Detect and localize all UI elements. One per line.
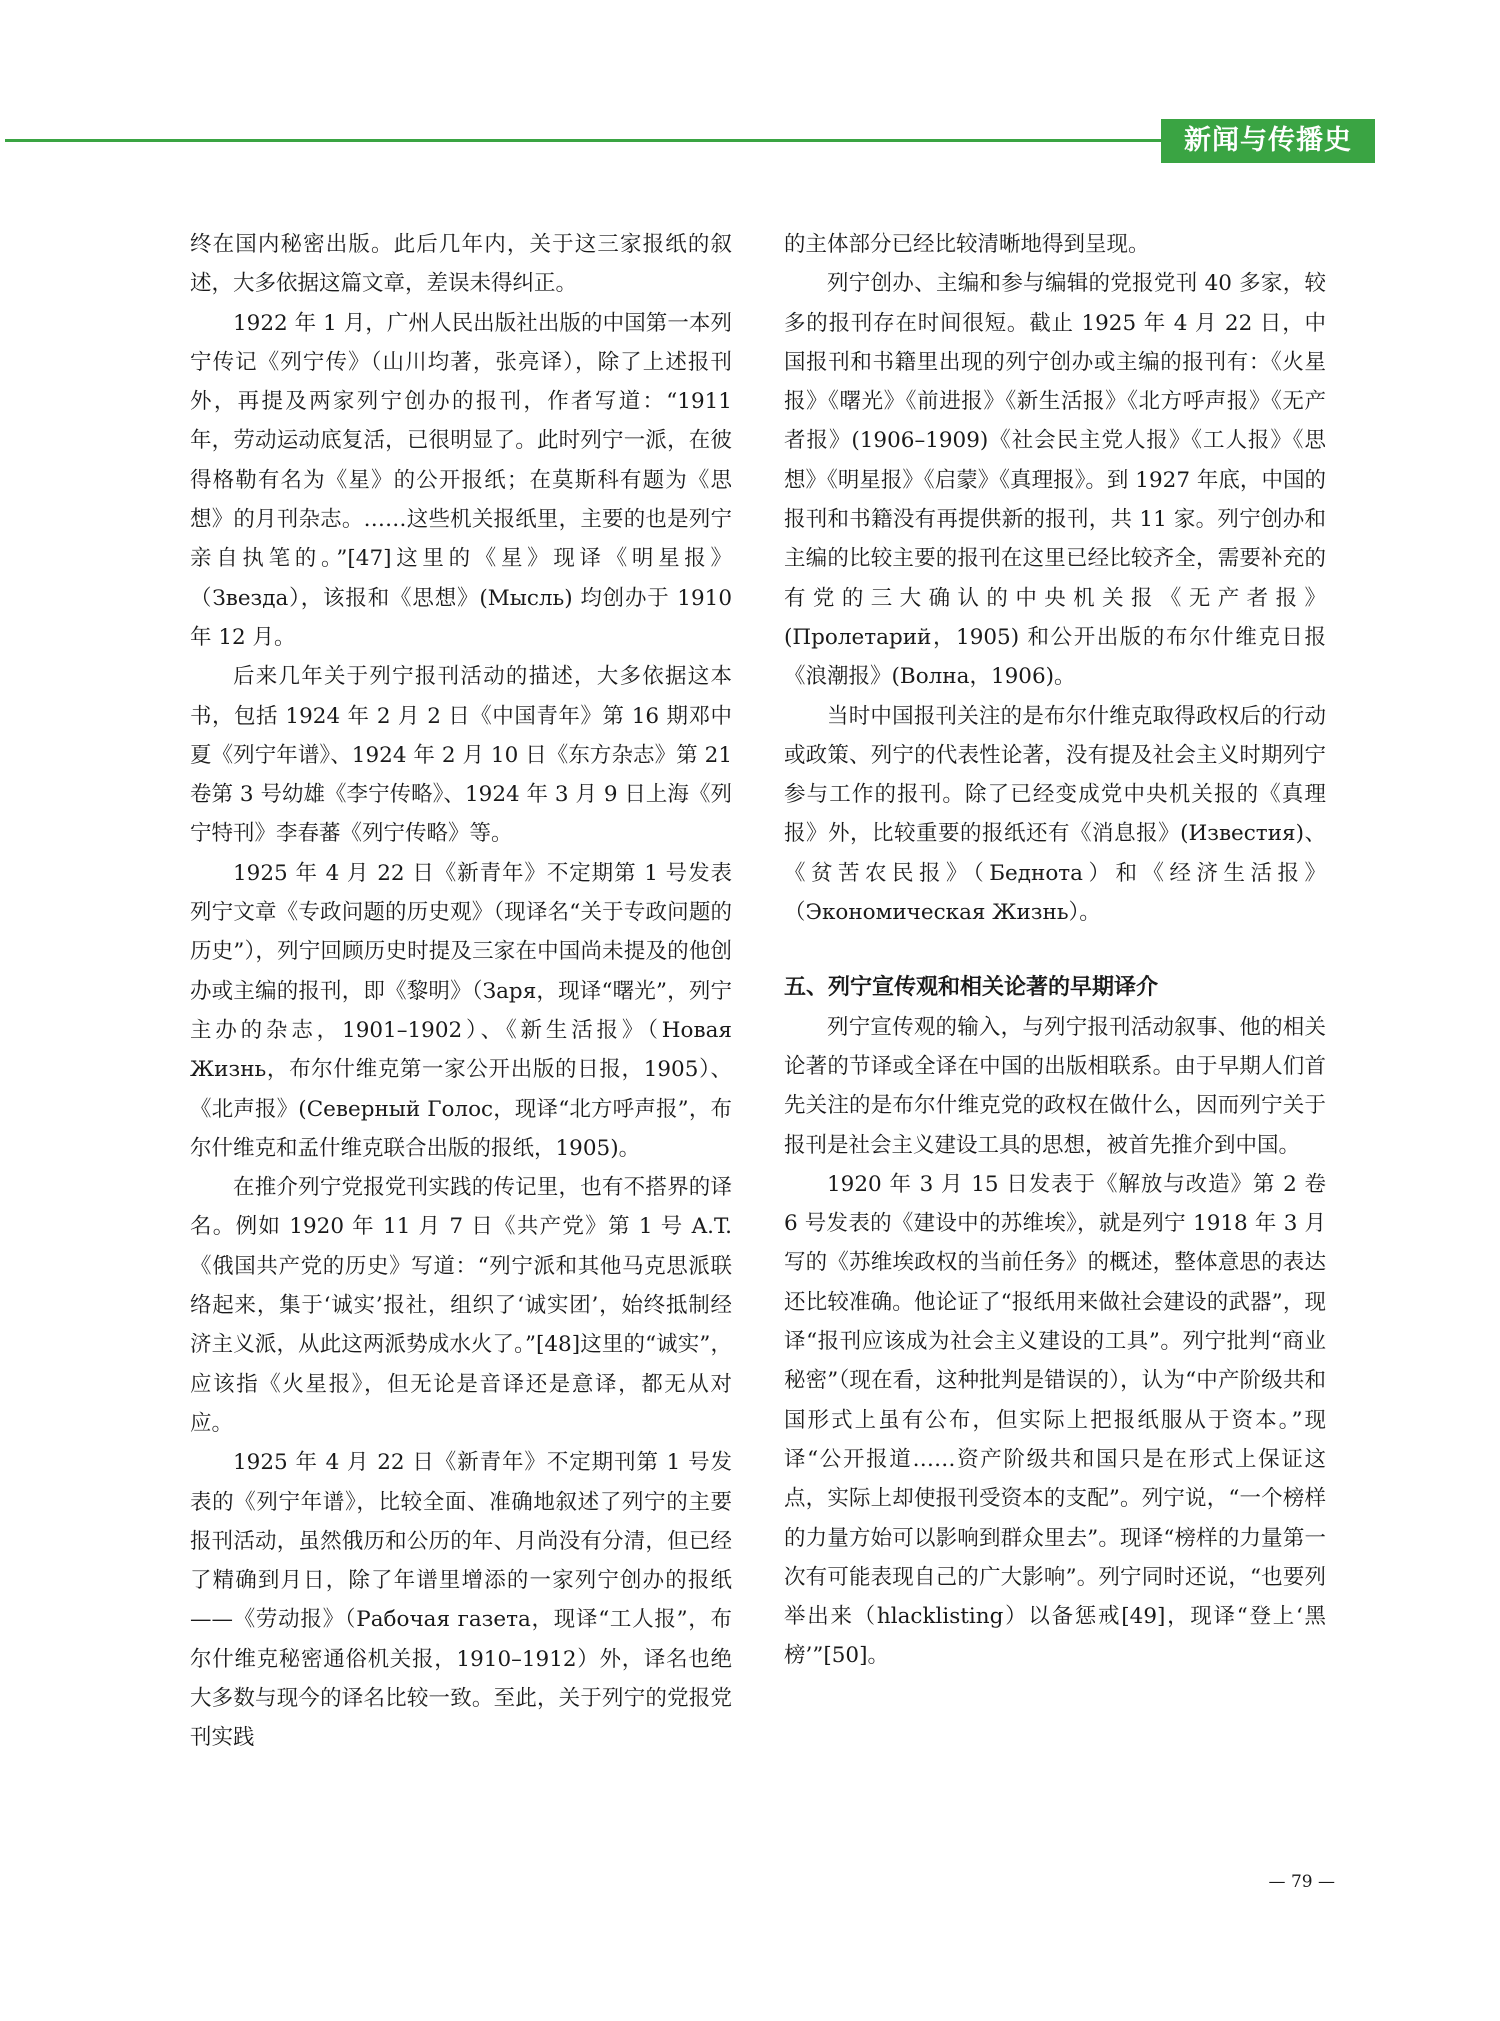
paragraph: 当时中国报刊关注的是布尔什维克取得政权后的行动或政策、列宁的代表性论著，没有提及社会主义时期列宁参与工作的报刊。除了已经变成党中央机关报的《真理报》外，比较重要的报纸还有《消息报》(Известия)、《贫苦农民报》（Беднота）和《经济生活报》（Экономическая Жизнь）。 <box>784 703 1326 926</box>
paragraph: 的主体部分已经比较清晰地得到呈现。 <box>784 232 1150 257</box>
paragraph: 1925 年 4 月 22 日《新青年》不定期第 1 号发表列宁文章《专政问题的历史观》（现译名“关于专政问题的历史”），列宁回顾历史时提及三家在中国尚未提及的他创办或主编的报刊，即《黎明》（Заря，现译“曙光”，列宁主办的杂志，1901–1902）、《新生活报》（Новая Жизнь，布尔什维克第一家公开出版的日报，1905）、《北声报》(Северный Голос，现译“北方呼声报”，布尔什维克和孟什维克联合出版的报纸，1905)。 <box>190 860 732 1161</box>
section-label: 新闻与传播史 <box>1161 119 1375 163</box>
paragraph: 终在国内秘密出版。此后几年内，关于这三家报纸的叙述，大多依据这篇文章，差误未得纠正。 <box>190 232 732 297</box>
section-heading: 五、列宁宣传观和相关论著的早期译介 <box>784 975 1159 1001</box>
paragraph: 在推介列宁党报党刊实践的传记里，也有不搭界的译名。例如 1920 年 11 月 7 日《共产党》第 1 号 A.T.《俄国共产党的历史》写道：“列宁派和其他马克思派联络起来，集于‘诚实’报社，组织了‘诚实团’，始终抵制经济主义派，从此这两派势成水火了。”[48]这里的“诚实”，应该指《火星报》，但无论是音译还是意译，都无从对应。 <box>190 1175 732 1436</box>
paragraph: 1922 年 1 月，广州人民出版社出版的中国第一本列宁传记《列宁传》（山川均著，张亮译），除了上述报刊外，再提及两家列宁创办的报刊，作者写道：“1911 年，劳动运动底复活，已很明显了。此时列宁一派，在彼得格勒有名为《星》的公开报纸；在莫斯科有题为《思想》的月刊杂志。……这些机关报纸里，主要的也是列宁亲自执笔的。”[47]这里的《星》现译《明星报》（Звезда），该报和《思想》(Мысль) 均创办于 1910 年 12 月。 <box>190 310 732 650</box>
paragraph: 列宁宣传观的输入，与列宁报刊活动叙事、他的相关论著的节译或全译在中国的出版相联系。由于早期人们首先关注的是布尔什维克党的政权在做什么，因而列宁关于报刊是社会主义建设工具的思想，被首先推介到中国。 <box>784 1014 1326 1158</box>
paragraph: 1920 年 3 月 15 日发表于《解放与改造》第 2 卷 6 号发表的《建设中的苏维埃》，就是列宁 1918 年 3 月写的《苏维埃政权的当前任务》的概述，整体意思的表达还比较准确。他论证了“报纸用来做社会建设的武器”，现译“报刊应该成为社会主义建设的工具”。列宁批判“商业秘密”（现在看，这种批判是错误的），认为“中产阶级共和国形式上虽有公布，但实际上把报纸服从于资本。”现译“公开报道……资产阶级共和国只是在形式上保证这点，实际上却使报刊受资本的支配”。列宁说，“一个榜样的力量方始可以影响到群众里去”。现译“榜样的力量第一次有可能表现自己的广大影响”。列宁同时还说，“也要列举出来（hlacklisting）以备惩戒[49]，现译“登上‘黑榜’”[50]。 <box>784 1171 1326 1669</box>
right-column <box>784 225 1326 1676</box>
left-column <box>190 225 732 1758</box>
page-number: — 79 — <box>1268 1872 1335 1892</box>
paragraph: 后来几年关于列宁报刊活动的描述，大多依据这本书，包括 1924 年 2 月 2 日《中国青年》第 16 期邓中夏《列宁年谱》、1924 年 2 月 10 日《东方杂志》第 21 卷第 3 号幼雄《李宁传略》、1924 年 3 月 9 日上海《列宁特刊》李春蕃《列宁传略》等。 <box>190 664 732 847</box>
header-rule <box>5 139 1161 142</box>
paragraph: 1925 年 4 月 22 日《新青年》不定期刊第 1 号发表的《列宁年谱》，比较全面、准确地叙述了列宁的主要报刊活动，虽然俄历和公历的年、月尚没有分清，但已经了精确到月日，除了年谱里增添的一家列宁创办的报纸——《劳动报》（Рабочая газета，现译“工人报”，布尔什维克秘密通俗机关报，1910–1912）外，译名也绝大多数与现今的译名比较一致。至此，关于列宁的党报党刊实践 <box>190 1450 732 1751</box>
paragraph: 列宁创办、主编和参与编辑的党报党刊 40 多家，较多的报刊存在时间很短。截止 1925 年 4 月 22 日，中国报刊和书籍里出现的列宁创办或主编的报刊有：《火星报》《曙光》《前进报》《新生活报》《北方呼声报》《无产者报》(1906–1909)《社会民主党人报》《工人报》《思想》《明星报》《启蒙》《真理报》。到 1927 年底，中国的报刊和书籍没有再提供新的报刊，共 11 家。列宁创办和主编的比较主要的报刊在这里已经比较齐全，需要补充的有党的三大确认的中央机关报《无产者报》(Пролетарий，1905) 和公开出版的布尔什维克日报《浪潮报》(Волна，1906)。 <box>784 271 1326 690</box>
